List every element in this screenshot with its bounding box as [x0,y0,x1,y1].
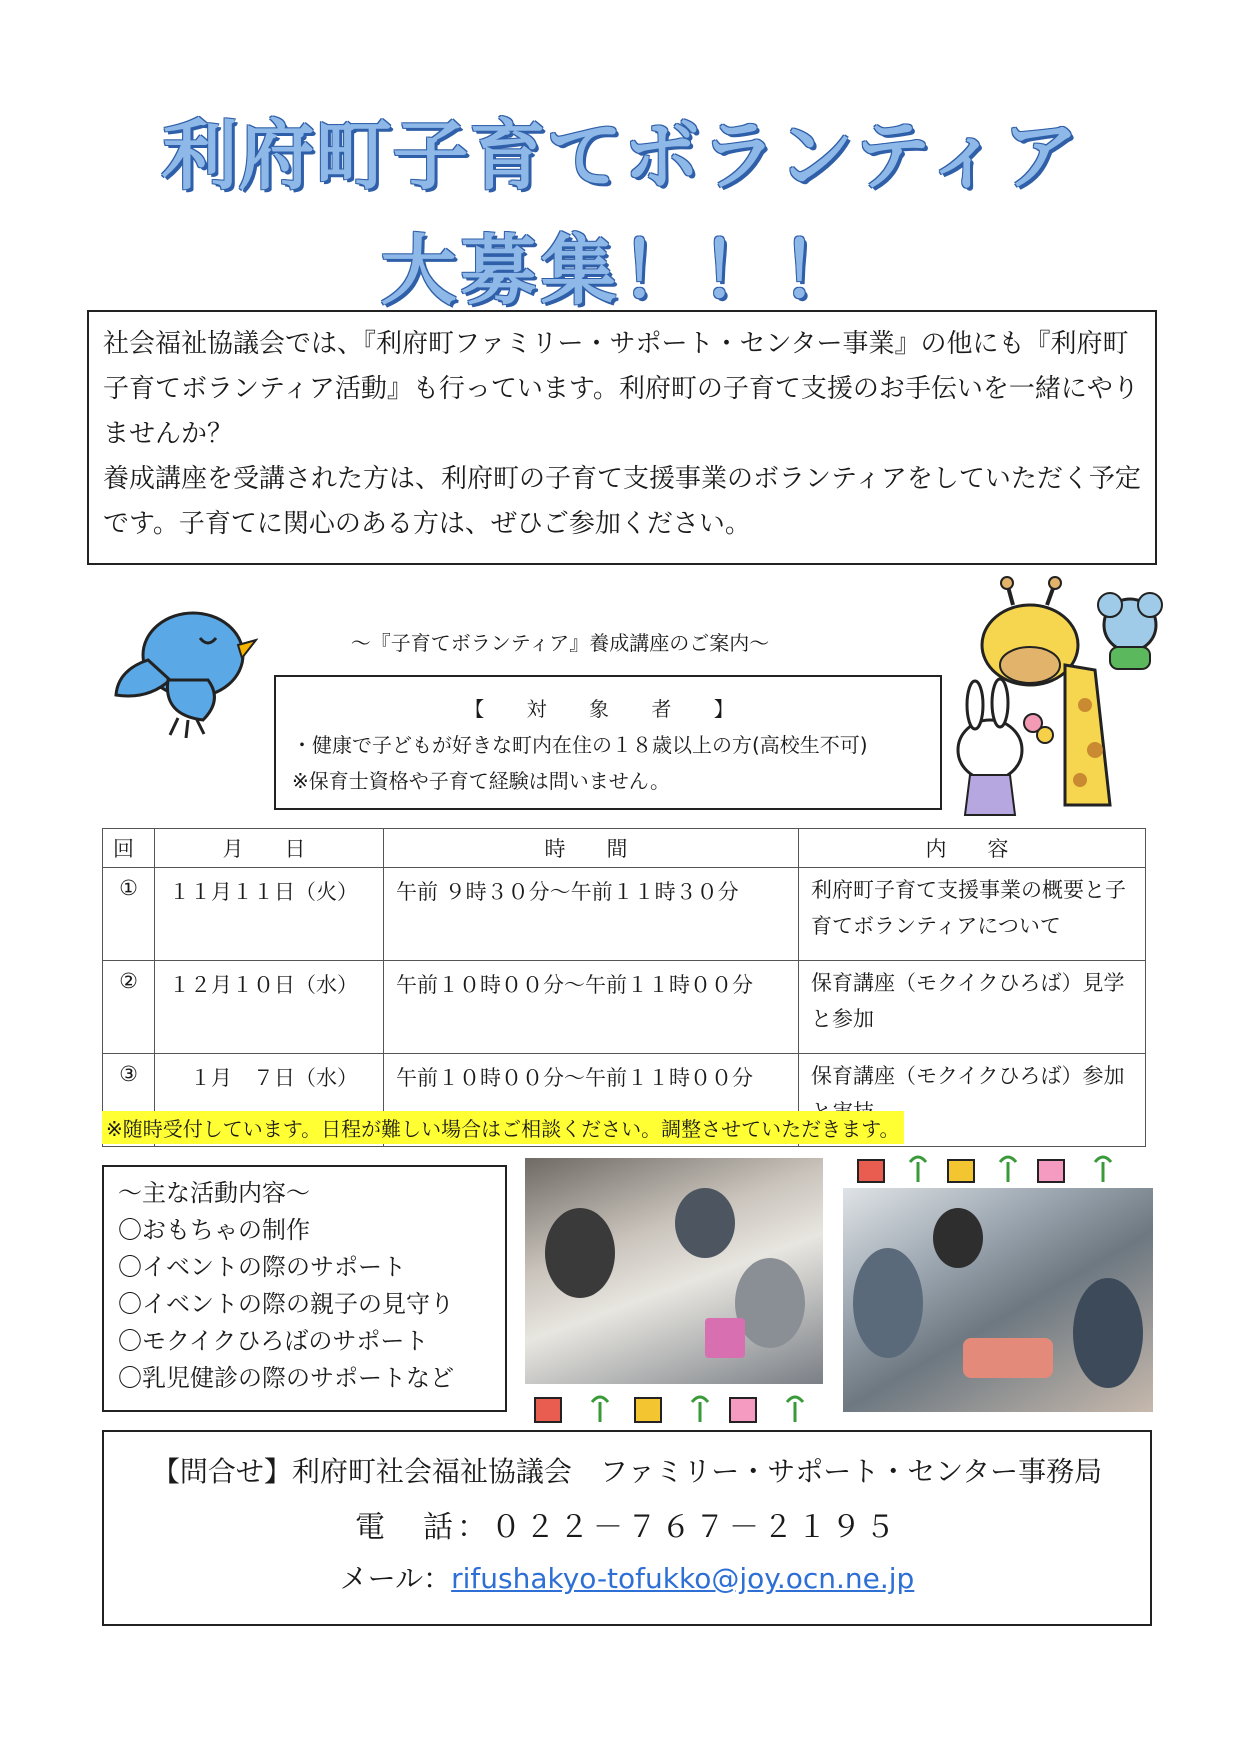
row-no: ② [103,961,155,1054]
giraffe-mouse-rabbit-illustration [945,575,1185,820]
table-row [103,868,1146,961]
notice-highlight: ※随時受付しています。日程が難しい場合はご相談ください。調整させていただきます。 [102,1111,904,1144]
mail-link[interactable]: rifushakyo-tofukko@joy.ocn.ne.jp [451,1562,915,1595]
col-header-content: 内 容 [799,829,1146,868]
row-content: 保育講座（モクイクひろば）見学と参加 [799,961,1146,1054]
row-content: 利府町子育て支援事業の概要と子育てボランティアについて [799,868,1146,961]
mail-label: メール： [339,1562,452,1595]
row-no: ① [103,868,155,961]
col-header-no: 回 [103,829,155,868]
activity-item: 〇イベントの際のサポート [118,1253,406,1281]
row-no: ③ [103,1054,155,1147]
row-date: １月 ７日（水） [155,1054,384,1147]
contact-heading: 【問合せ】利府町社会福祉協議会 ファミリー・サポート・センター事務局 [151,1455,1103,1488]
col-header-time: 時 間 [384,829,799,868]
contact-box [102,1430,1152,1626]
title-line-2: 大募集！！！ [380,226,861,315]
target-box [274,675,942,810]
phone-label: 電 話： [355,1510,491,1545]
phone-number: ０２２－７６７－２１９５ [491,1510,899,1545]
target-heading: 【 対 象 者 】 [464,697,752,721]
intro-paragraph-2: 養成講座を受講された方は、利府町の子育て支援事業のボランティアをしていただく予定です。子育てに関心のある方は、ぜひご参加ください。 [103,464,1141,539]
schedule-table [102,828,1146,1147]
row-time: 午前１０時００分～午前１１時００分 [384,1054,799,1147]
intro-paragraph-1: 社会福祉協議会では、『利府町ファミリー・サポート・センター事業』の他にも『利府町子育てボランティア活動』も行っています。利府町の子育て支援のお手伝いを一緒にやりませんか？ [103,329,1139,449]
intro-box [87,310,1157,565]
row-date: １１月１１日（火） [155,868,384,961]
row-date: １２月１０日（水） [155,961,384,1054]
contact-mail-line [104,1557,1150,1597]
watering-can-plant-border [525,1388,825,1428]
activity-photo-1 [525,1158,823,1384]
row-time: 午前 ９時３０分～午前１１時３０分 [384,868,799,961]
activity-item: 〇イベントの際の親子の見守り [118,1290,454,1318]
title-line-1: 利府町子育てボランティア [161,111,1080,200]
row-time: 午前１０時００分～午前１１時００分 [384,961,799,1054]
activity-item: 〇乳児健診の際のサポートなど [118,1364,454,1392]
activities-heading: ～主な活動内容～ [118,1179,310,1207]
guide-title: ～『子育てボランティア』養成講座のご案内～ [350,631,770,655]
table-header-row [103,829,1146,868]
target-line-2: ※保育士資格や子育て経験は問いません。 [292,769,670,793]
activity-photo-2 [843,1188,1153,1412]
watering-can-plant-border [848,1148,1148,1188]
target-line-1: ・健康で子どもが好きな町内在住の１８歳以上の方(高校生不可) [292,733,868,757]
activities-box [102,1165,507,1412]
row-content: 保育講座（モクイクひろば）参加 [799,1054,1146,1147]
col-header-date: 月 日 [155,829,384,868]
activity-item: 〇モクイクひろばのサポート [118,1327,429,1355]
table-row [103,961,1146,1054]
bird-illustration [108,600,258,740]
contact-phone-line [104,1502,1150,1546]
activity-item: 〇おもちゃの制作 [118,1216,310,1244]
